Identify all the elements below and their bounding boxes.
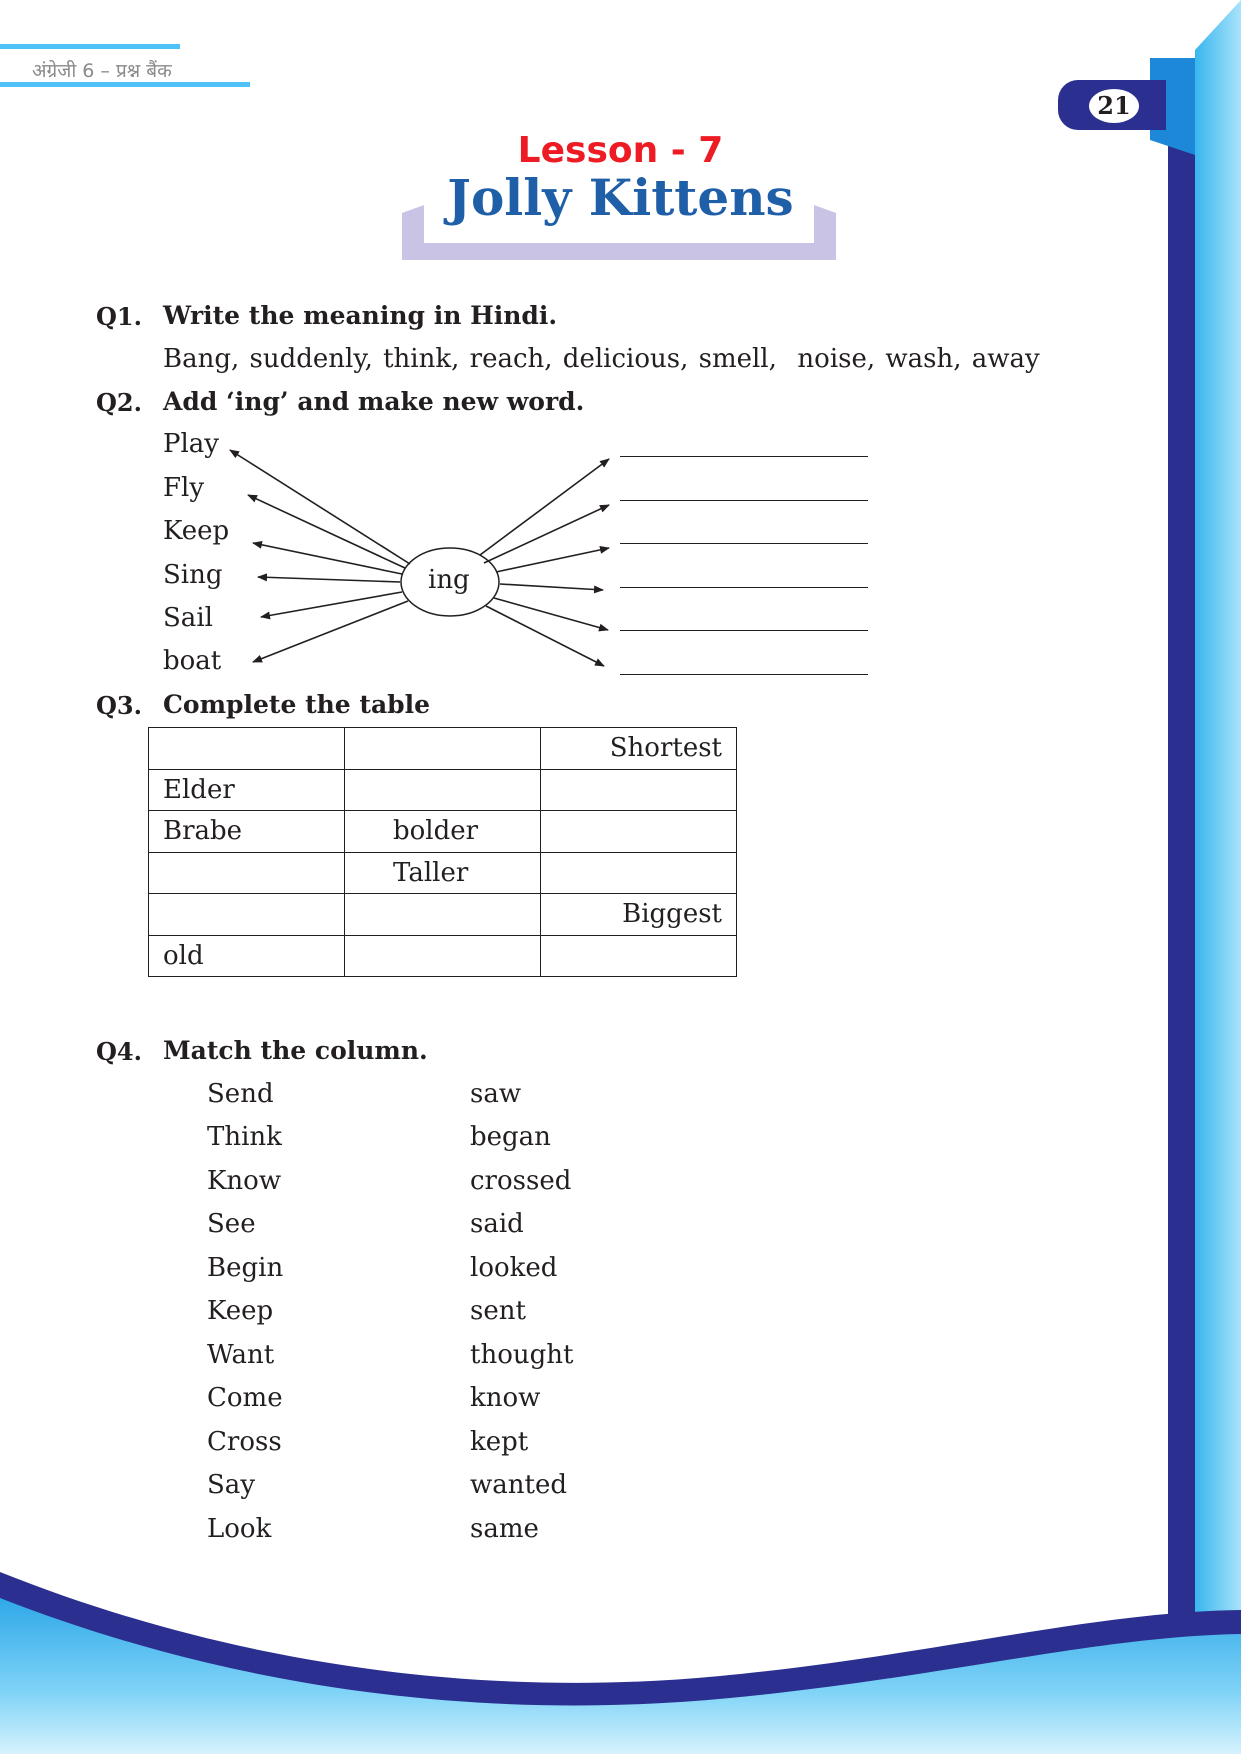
table-row — [149, 894, 737, 936]
table-row — [149, 811, 737, 853]
table-cell — [345, 935, 541, 977]
table-cell — [541, 935, 737, 977]
table-row — [149, 728, 737, 770]
arrow-right — [496, 548, 609, 572]
q2-title: Add ‘ing’ and make new word. — [163, 387, 585, 416]
lesson-title: Jolly Kittens — [447, 168, 794, 227]
table-cell: Brabe — [149, 811, 345, 853]
ing-label: ing — [428, 565, 470, 595]
match-left-item: Look — [207, 1514, 272, 1544]
answer-blank — [620, 500, 868, 501]
q2-word: boat — [163, 646, 222, 676]
match-left-item: Want — [207, 1340, 275, 1370]
table-cell — [149, 852, 345, 894]
arrow-right — [494, 598, 608, 630]
answer-blank — [620, 543, 868, 544]
match-right-item: kept — [470, 1427, 529, 1457]
table-cell — [149, 728, 345, 770]
table-cell — [345, 728, 541, 770]
match-left-item: Say — [207, 1470, 256, 1500]
match-right-item: began — [470, 1122, 551, 1152]
q3-title: Complete the table — [163, 690, 431, 719]
match-right-item: saw — [470, 1079, 522, 1109]
q1-title: Write the meaning in Hindi. — [163, 301, 558, 330]
match-left-item: Think — [207, 1122, 282, 1152]
q4-label: Q4. — [96, 1037, 142, 1066]
match-right-item: know — [470, 1383, 541, 1413]
match-left-item: Begin — [207, 1253, 284, 1283]
q2-word: Fly — [163, 473, 205, 503]
q2-word: Play — [163, 429, 219, 459]
table-row — [149, 769, 737, 811]
answer-blank — [620, 456, 868, 457]
table-cell — [345, 769, 541, 811]
table-row — [149, 852, 737, 894]
arrow-left — [253, 601, 408, 662]
answer-blank — [620, 674, 868, 675]
table-cell — [541, 769, 737, 811]
q2-label: Q2. — [96, 388, 142, 417]
table-cell — [541, 852, 737, 894]
match-right-item: thought — [470, 1340, 574, 1370]
table-cell: bolder — [345, 811, 541, 853]
q2-word: Sing — [163, 560, 223, 590]
arrow-right — [484, 505, 609, 563]
running-header: अंग्रेजी 6 – प्रश्न बैंक — [32, 60, 172, 82]
q2-word: Sail — [163, 603, 213, 633]
match-left-item: Keep — [207, 1296, 274, 1326]
arrow-left — [258, 577, 400, 582]
table-cell — [541, 811, 737, 853]
comparison-table — [148, 727, 737, 977]
table-cell: Elder — [149, 769, 345, 811]
table-cell: Biggest — [541, 894, 737, 936]
match-left-item: Send — [207, 1079, 274, 1109]
match-left-item: Know — [207, 1166, 282, 1196]
match-right-item: sent — [470, 1296, 526, 1326]
answer-blank — [620, 587, 868, 588]
table-cell: Taller — [345, 852, 541, 894]
arrow-right — [500, 584, 603, 590]
q1-label: Q1. — [96, 302, 142, 331]
arrow-left — [248, 495, 405, 568]
table-cell: old — [149, 935, 345, 977]
page-number: 21 — [1089, 89, 1139, 123]
match-right-item: same — [470, 1514, 539, 1544]
arrow-left — [230, 450, 410, 564]
answer-blank — [620, 630, 868, 631]
match-left-item: See — [207, 1209, 256, 1239]
match-right-item: said — [470, 1209, 524, 1239]
arrow-left — [253, 543, 402, 574]
q2-word: Keep — [163, 516, 230, 546]
match-right-item: looked — [470, 1253, 558, 1283]
lesson-number: Lesson - 7 — [517, 130, 724, 171]
match-left-item: Come — [207, 1383, 283, 1413]
match-left-item: Cross — [207, 1427, 282, 1457]
arrow-right — [480, 459, 609, 555]
arrow-left — [261, 592, 402, 617]
q3-label: Q3. — [96, 691, 142, 720]
q4-title: Match the column. — [163, 1036, 428, 1065]
table-cell: Shortest — [541, 728, 737, 770]
q1-word-list: Bang, suddenly, think, reach, delicious, smell, noise, wash, away — [163, 344, 1040, 374]
table-row — [149, 935, 737, 977]
match-right-item: wanted — [470, 1470, 567, 1500]
match-right-item: crossed — [470, 1166, 572, 1196]
arrow-right — [486, 606, 604, 666]
table-cell — [345, 894, 541, 936]
table-cell — [149, 894, 345, 936]
